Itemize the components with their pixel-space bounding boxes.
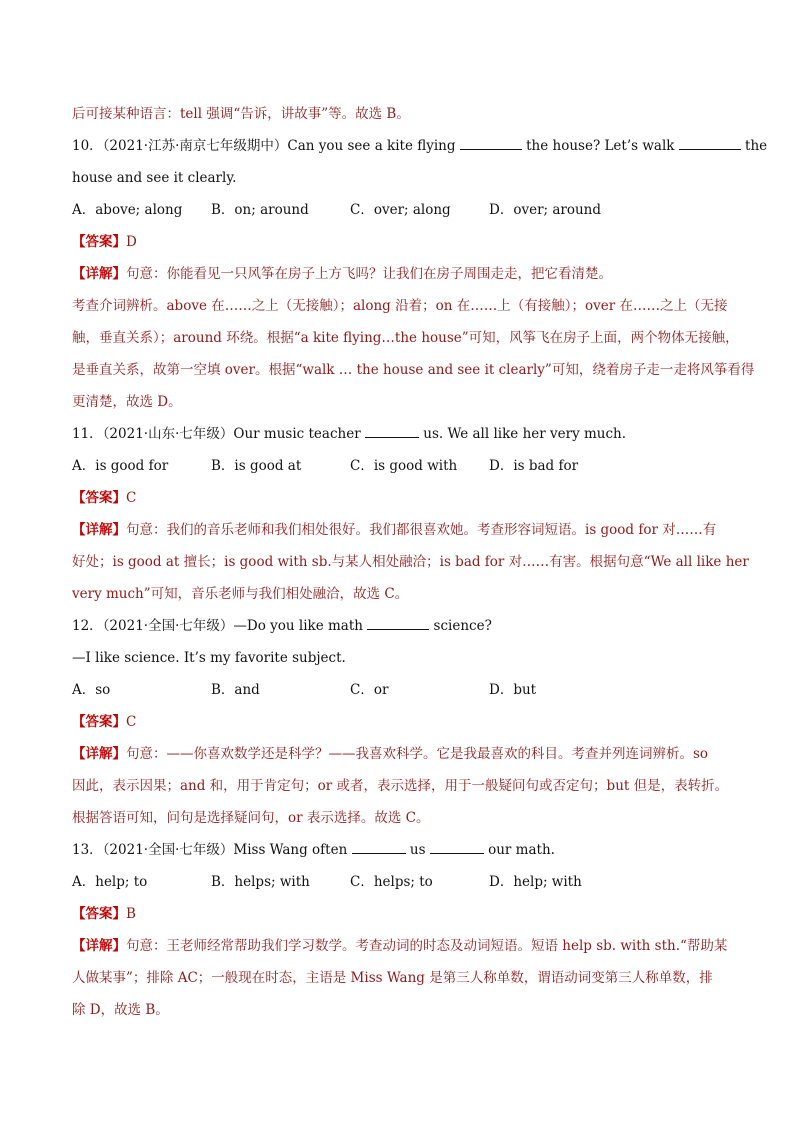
- answer-label: 【答案】: [72, 490, 126, 506]
- answer-blank: [460, 135, 522, 150]
- intro-line: 后可接某种语言：tell 强调“告诉，讲故事”等。故选 B。: [72, 106, 410, 122]
- stem-text: the house? Let’s walk: [521, 138, 679, 154]
- explanation-line: 因此，表示因果；and 和，用于肯定句；or 或者，表示选择，用于一般疑问句或否定句；but 但是，表转折。: [72, 778, 729, 794]
- answer-blank: [367, 615, 429, 630]
- explanation-line: 更清楚，故选 D。: [72, 394, 182, 410]
- explanation-line: 考查介词辨析。above 在……之上（无接触）；along 沿着；on 在……上（有接触）；over 在……之上（无接: [72, 298, 728, 314]
- explanation-line: 除 D，故选 B。: [72, 1002, 169, 1018]
- stem-text: science?: [429, 618, 492, 634]
- explanation-label: 【详解】: [72, 522, 126, 538]
- question-source: （2021·山东·七年级）: [102, 426, 234, 442]
- answer-value: C: [126, 714, 137, 730]
- question-source: （2021·全国·七年级）: [102, 618, 234, 634]
- question-12: [72, 610, 732, 834]
- explanation-line: 【详解】句意：你能看见一只风筝在房子上方飞吗？让我们在房子周围走走，把它看清楚。: [72, 266, 612, 282]
- option-d: D．but: [489, 682, 537, 698]
- question-number: 13．: [72, 842, 103, 858]
- explanation-line: 触，垂直关系）；around 环绕。根据“a kite flying…the house”可知，风筝飞在房子上面，两个物体无接触，: [72, 330, 739, 346]
- answer-blank: [430, 839, 484, 854]
- explanation-label: 【详解】: [72, 266, 126, 282]
- answer-blank: [365, 423, 419, 438]
- document-content: [72, 98, 768, 1026]
- question-11: [72, 418, 749, 610]
- explanation-line: 好处；is good at 擅长；is good with sb.与某人相处融洽；is bad for 对……有害。根据句意“We all like her: [72, 554, 749, 570]
- question-stem: [72, 130, 768, 162]
- answer-blank: [352, 839, 406, 854]
- stem-text: us: [405, 842, 430, 858]
- explanation-line: 【详解】句意：——你喜欢数学还是科学？——我喜欢科学。它是我最喜欢的科目。考查并列连词辨析。so: [72, 746, 709, 762]
- options-row: [72, 674, 732, 706]
- answer-line: [72, 706, 732, 738]
- answer-value: C: [126, 490, 137, 506]
- explanation-line: 是垂直关系，故第一空填 over。根据“walk … the house and see it clearly”可知，绕着房子走一走将风筝看得: [72, 362, 755, 378]
- question-10: [72, 130, 768, 418]
- option-a: A．above; along: [72, 202, 183, 218]
- answer-value: D: [126, 234, 137, 250]
- explanation-line: 【详解】句意：王老师经常帮助我们学习数学。考查动词的时态及动词短语。短语 help sb. with sth.“帮助某: [72, 938, 728, 954]
- explanation-line: very much”可知，音乐老师与我们相处融洽，故选 C。: [72, 586, 409, 602]
- option-a: A．is good for: [72, 458, 169, 474]
- option-c: C．is good with: [350, 458, 458, 474]
- stem-continuation: —I like science. It’s my favorite subject.: [72, 650, 346, 666]
- answer-value: B: [126, 906, 136, 922]
- stem-text: our math.: [483, 842, 555, 858]
- option-a: A．help; to: [72, 874, 148, 890]
- option-d: D．is bad for: [489, 458, 579, 474]
- stem-text: Miss Wang often: [233, 842, 352, 858]
- question-stem: [72, 610, 732, 642]
- option-c: C．or: [350, 682, 389, 698]
- option-a: A．so: [72, 682, 111, 698]
- option-c: C．helps; to: [350, 874, 433, 890]
- explanation-line: 人做某事”；排除 AC；一般现在时态，主语是 Miss Wang 是第三人称单数，谓语动词变第三人称单数，排: [72, 970, 713, 986]
- question-13: [72, 834, 732, 1026]
- option-b: B．helps; with: [211, 874, 310, 890]
- question-stem: [72, 418, 732, 450]
- explanation-label: 【详解】: [72, 746, 126, 762]
- stem-text: —Do you like math: [233, 618, 368, 634]
- option-b: B．on; around: [211, 202, 309, 218]
- explanation-line: 根据答语可知，问句是选择疑问句，or 表示选择。故选 C。: [72, 810, 430, 826]
- option-b: B．and: [211, 682, 260, 698]
- stem-text: the: [740, 138, 768, 154]
- question-source: （2021·全国·七年级）: [102, 842, 234, 858]
- answer-label: 【答案】: [72, 714, 126, 730]
- stem-text: Can you see a kite flying: [287, 138, 460, 154]
- stem-continuation: house and see it clearly.: [72, 170, 237, 186]
- question-number: 12．: [72, 618, 103, 634]
- answer-line: [72, 898, 732, 930]
- option-d: D．over; around: [489, 202, 602, 218]
- answer-label: 【答案】: [72, 234, 126, 250]
- stem-text: us. We all like her very much.: [418, 426, 627, 442]
- answer-blank: [679, 135, 741, 150]
- question-number: 11．: [72, 426, 103, 442]
- answer-label: 【答案】: [72, 906, 126, 922]
- explanation-line: 【详解】句意：我们的音乐老师和我们相处很好。我们都很喜欢她。考查形容词短语。is good for 对……有: [72, 522, 717, 538]
- options-row: [72, 194, 732, 226]
- question-number: 10．: [72, 138, 103, 154]
- options-row: [72, 450, 732, 482]
- option-b: B．is good at: [211, 458, 302, 474]
- answer-line: [72, 482, 732, 514]
- option-c: C．over; along: [350, 202, 451, 218]
- question-source: （2021·江苏·南京七年级期中）: [102, 138, 288, 154]
- options-row: [72, 866, 732, 898]
- stem-text: Our music teacher: [233, 426, 365, 442]
- question-stem: [72, 834, 732, 866]
- explanation-label: 【详解】: [72, 938, 126, 954]
- answer-line: [72, 226, 732, 258]
- option-d: D．help; with: [489, 874, 582, 890]
